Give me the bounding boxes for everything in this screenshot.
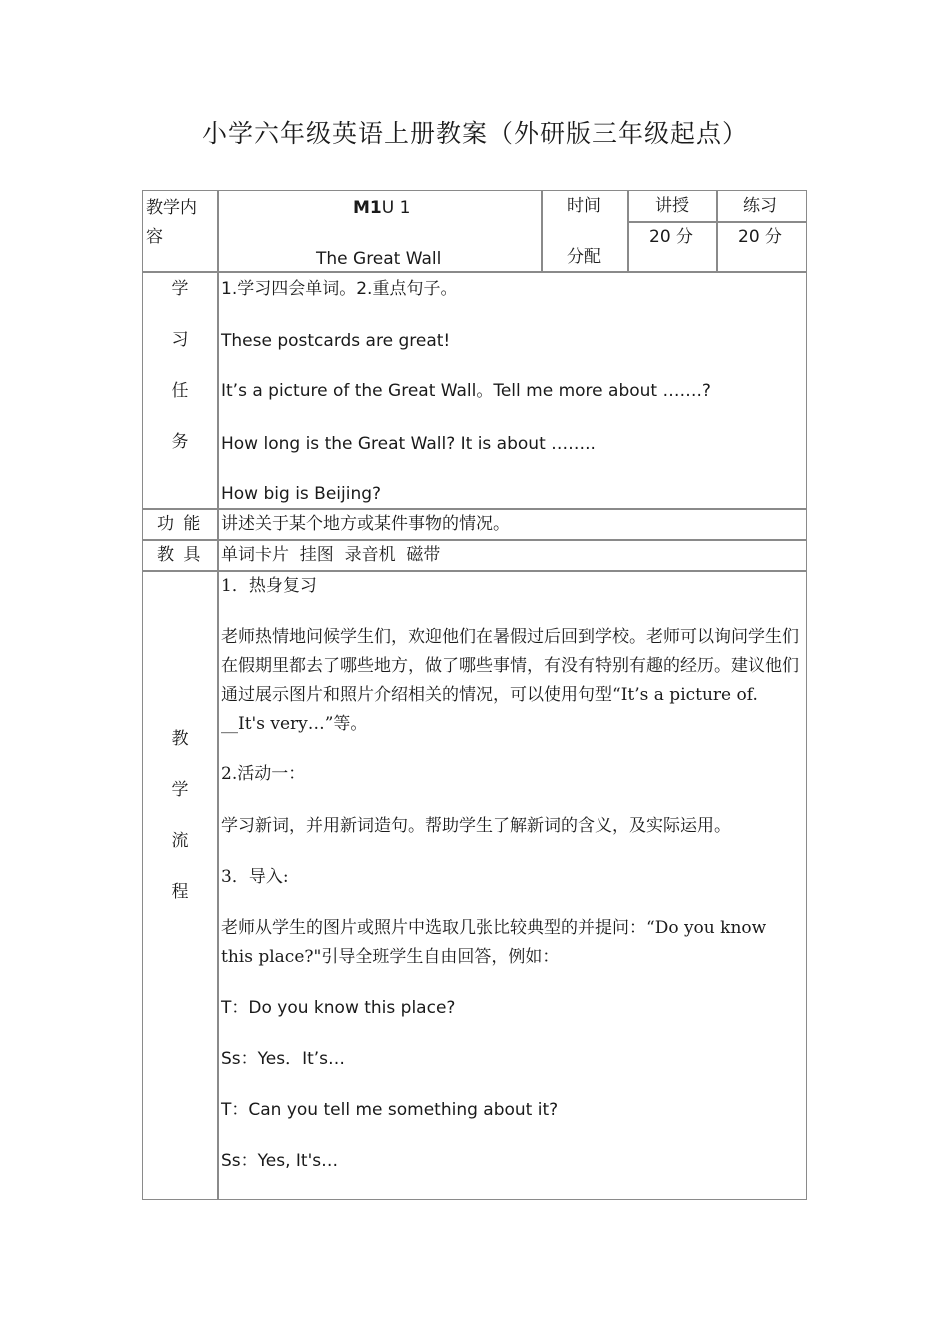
task-line: How long is the Great Wall? It is about …….. bbox=[221, 434, 596, 454]
dialog-line: Ss：Yes, It's… bbox=[221, 1151, 339, 1171]
step3-title: 3．导入: bbox=[221, 867, 289, 887]
step2-paragraph: 学习新词，并用新词造句。帮助学生了解新词的含义，及实际运用。 bbox=[221, 816, 731, 836]
process-label-char: 流 bbox=[171, 831, 189, 851]
step1-paragraph: 老师热情地问候学生们，欢迎他们在暑假过后回到学校。老师可以询问学生们在假期里都去了哪些地方，做了哪些事情，有没有特别有趣的经历。建议他们通过展示图片和照片介绍相关的情况，可以使用句型“It’s a picture of. __It's very…”等。 bbox=[221, 627, 799, 734]
task-line: These postcards are great! bbox=[221, 331, 451, 351]
step3-paragraph: 老师从学生的图片或照片中选取几张比较典型的并提问：“Do you know this place?"引导全班学生自由回答，例如： bbox=[221, 918, 767, 967]
practice-label: 练习 bbox=[743, 196, 777, 216]
tools-text: 单词卡片 挂图 录音机 磁带 bbox=[221, 545, 441, 565]
process-label-char: 教 bbox=[171, 729, 189, 749]
step2-title: 2.活动一： bbox=[221, 764, 306, 784]
task-label-char: 任 bbox=[171, 381, 189, 401]
module-unit bbox=[353, 200, 410, 217]
content-label: 教学内容 bbox=[146, 198, 197, 247]
lesson-title: The Great Wall bbox=[316, 249, 442, 269]
task-label-char: 习 bbox=[171, 330, 189, 350]
lecture-label: 讲授 bbox=[655, 196, 689, 216]
lecture-time: 20 分 bbox=[649, 227, 694, 247]
task-line: How big is Beijing? bbox=[221, 484, 382, 504]
function-text: 讲述关于某个地方或某件事物的情况。 bbox=[221, 514, 510, 534]
document-title: 小学六年级英语上册教案（外研版三年级起点） bbox=[201, 119, 748, 148]
tools-label: 教 具 bbox=[157, 545, 203, 565]
practice-time: 20 分 bbox=[738, 227, 783, 247]
process-label-char: 学 bbox=[171, 780, 189, 800]
dialog-line: Ss：Yes．It’s… bbox=[221, 1049, 346, 1069]
dialog-line: T：Do you know this place? bbox=[221, 998, 456, 1018]
task-label-char: 务 bbox=[171, 432, 189, 452]
task-label-char: 学 bbox=[171, 279, 189, 299]
unit-number: U 1 bbox=[381, 198, 411, 218]
time-label-top: 时间 bbox=[567, 196, 601, 216]
task-line: 1.学习四会单词。2.重点句子。 bbox=[221, 279, 458, 299]
dialog-line: T：Can you tell me something about it? bbox=[221, 1100, 559, 1120]
function-label: 功 能 bbox=[157, 514, 203, 534]
time-label-bottom: 分配 bbox=[567, 247, 601, 267]
task-line: It’s a picture of the Great Wall。Tell me more about …….? bbox=[221, 381, 711, 401]
process-label-char: 程 bbox=[171, 882, 189, 902]
step1-title: 1．热身复习 bbox=[221, 576, 317, 596]
module-number: M1 bbox=[353, 198, 382, 218]
